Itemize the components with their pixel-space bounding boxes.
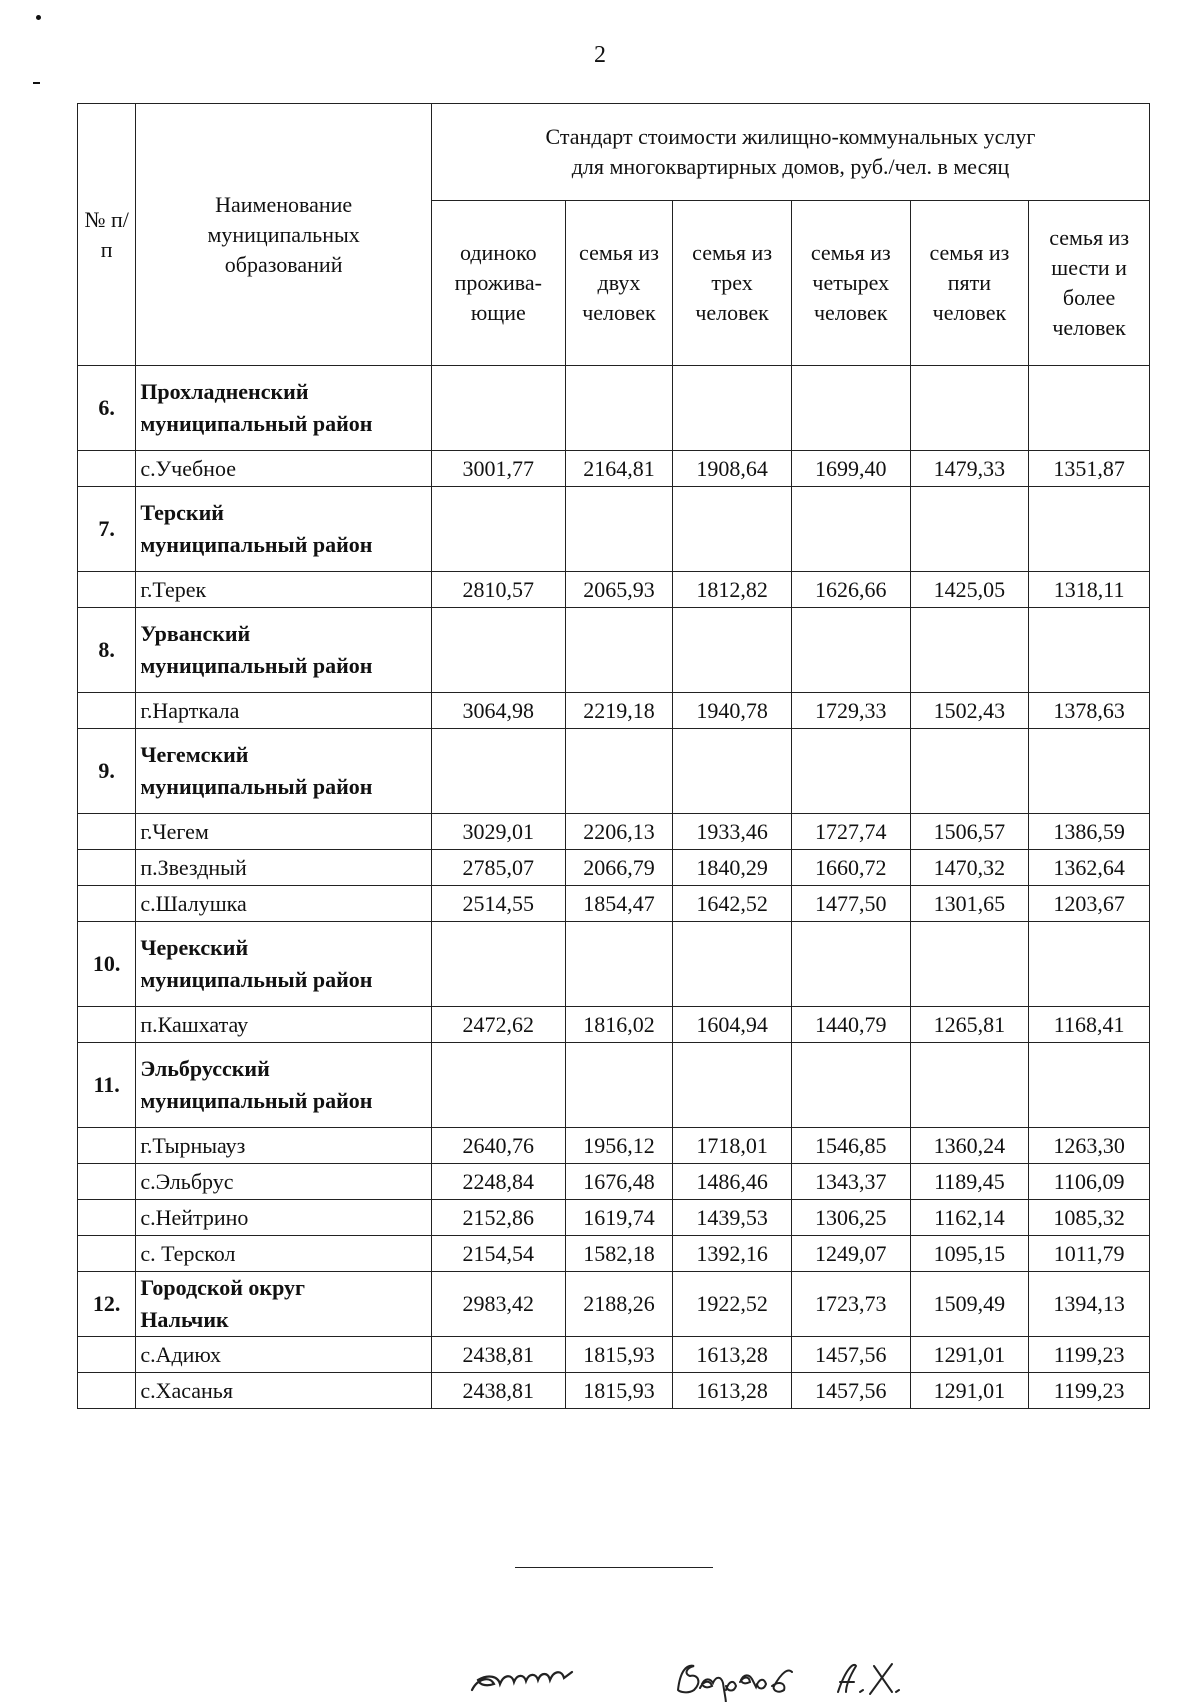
value-cell: 1812,82 [673, 572, 792, 608]
district-number: 11. [78, 1043, 136, 1128]
value-cell: 1642,52 [673, 886, 792, 922]
value-cell: 1604,94 [673, 1007, 792, 1043]
locality-row [78, 850, 1150, 886]
value-cell [791, 366, 910, 451]
value-cell: 1956,12 [565, 1128, 673, 1164]
value-cell: 2810,57 [431, 572, 565, 608]
value-cell: 2640,76 [431, 1128, 565, 1164]
value-cell: 1854,47 [565, 886, 673, 922]
district-name-line2: муниципальный район [140, 411, 373, 436]
value-cell: 1306,25 [791, 1200, 910, 1236]
value-cell: 1582,18 [565, 1236, 673, 1272]
district-name [136, 487, 432, 572]
district-number: 10. [78, 922, 136, 1007]
value-cell: 1840,29 [673, 850, 792, 886]
locality-number-empty [78, 572, 136, 608]
header-subcol-single: одиноко прожива- ющие [431, 201, 565, 366]
value-cell: 1546,85 [791, 1128, 910, 1164]
locality-number-empty [78, 1337, 136, 1373]
value-cell: 1343,37 [791, 1164, 910, 1200]
value-cell [910, 1043, 1029, 1128]
value-cell: 1470,32 [910, 850, 1029, 886]
scan-mark [36, 15, 41, 20]
value-cell: 1162,14 [910, 1200, 1029, 1236]
value-cell [1029, 729, 1150, 814]
value-cell [431, 487, 565, 572]
locality-row [78, 1236, 1150, 1272]
district-row [78, 922, 1150, 1007]
header-name: Наименование муниципальных образований [136, 104, 432, 366]
value-cell [431, 922, 565, 1007]
district-name [136, 922, 432, 1007]
value-cell: 1392,16 [673, 1236, 792, 1272]
header-subcol-two: семья из двух человек [565, 201, 673, 366]
district-number: 12. [78, 1272, 136, 1337]
value-cell [910, 729, 1029, 814]
value-cell: 2152,86 [431, 1200, 565, 1236]
value-cell: 1626,66 [791, 572, 910, 608]
district-name [136, 729, 432, 814]
district-name-line1: Эльбрусский [140, 1056, 270, 1081]
value-cell: 1291,01 [910, 1337, 1029, 1373]
value-cell: 1908,64 [673, 451, 792, 487]
value-cell [791, 1043, 910, 1128]
header-subcol-three: семья из трех человек [673, 201, 792, 366]
district-number: 8. [78, 608, 136, 693]
value-cell [910, 366, 1029, 451]
district-name-line2: муниципальный район [140, 1088, 373, 1113]
district-name [136, 366, 432, 451]
district-name-line1: Прохладненский [140, 379, 309, 404]
locality-row [78, 693, 1150, 729]
district-row [78, 1272, 1150, 1337]
value-cell: 1095,15 [910, 1236, 1029, 1272]
locality-name: с.Учебное [136, 451, 432, 487]
locality-number-empty [78, 693, 136, 729]
value-cell: 1378,63 [1029, 693, 1150, 729]
value-cell: 1318,11 [1029, 572, 1150, 608]
value-cell: 1386,59 [1029, 814, 1150, 850]
district-row [78, 729, 1150, 814]
header-num: № п/п [78, 104, 136, 366]
value-cell: 1933,46 [673, 814, 792, 850]
value-cell: 1613,28 [673, 1373, 792, 1409]
value-cell [565, 729, 673, 814]
locality-name: г.Тырныауз [136, 1128, 432, 1164]
value-cell: 2206,13 [565, 814, 673, 850]
locality-number-empty [78, 1007, 136, 1043]
value-cell [1029, 366, 1150, 451]
locality-number-empty [78, 1373, 136, 1409]
value-cell [673, 729, 792, 814]
value-cell: 1940,78 [673, 693, 792, 729]
header-group-title-line1: Стандарт стоимости жилищно-коммунальных услуг [545, 124, 1036, 149]
value-cell: 1729,33 [791, 693, 910, 729]
locality-number-empty [78, 1236, 136, 1272]
value-cell: 1291,01 [910, 1373, 1029, 1409]
header-group-title [431, 104, 1149, 201]
value-cell: 1106,09 [1029, 1164, 1150, 1200]
district-name-line1: Чегемский [140, 742, 249, 767]
value-cell: 1362,64 [1029, 850, 1150, 886]
value-cell: 1815,93 [565, 1337, 673, 1373]
value-cell: 1168,41 [1029, 1007, 1150, 1043]
value-cell: 1815,93 [565, 1373, 673, 1409]
locality-number-empty [78, 451, 136, 487]
district-name-line1: Черекский [140, 935, 249, 960]
value-cell: 1263,30 [1029, 1128, 1150, 1164]
value-cell: 1660,72 [791, 850, 910, 886]
locality-name: п.Кашхатау [136, 1007, 432, 1043]
page-number: 2 [594, 42, 606, 68]
value-cell: 1676,48 [565, 1164, 673, 1200]
value-cell: 2219,18 [565, 693, 673, 729]
value-cell: 1249,07 [791, 1236, 910, 1272]
locality-row [78, 1128, 1150, 1164]
locality-number-empty [78, 1164, 136, 1200]
value-cell [431, 366, 565, 451]
value-cell: 1457,56 [791, 1373, 910, 1409]
value-cell: 1440,79 [791, 1007, 910, 1043]
locality-name: п.Звездный [136, 850, 432, 886]
value-cell: 1613,28 [673, 1337, 792, 1373]
value-cell [565, 366, 673, 451]
table-end-rule [515, 1567, 713, 1568]
value-cell: 1479,33 [910, 451, 1029, 487]
value-cell: 1085,32 [1029, 1200, 1150, 1236]
locality-row [78, 1164, 1150, 1200]
district-number: 6. [78, 366, 136, 451]
locality-row [78, 1007, 1150, 1043]
district-row [78, 608, 1150, 693]
value-cell [791, 922, 910, 1007]
value-cell: 2248,84 [431, 1164, 565, 1200]
value-cell: 1360,24 [910, 1128, 1029, 1164]
value-cell [673, 1043, 792, 1128]
district-name-line1: Городской округ [140, 1275, 306, 1300]
value-cell: 2983,42 [431, 1272, 565, 1337]
locality-number-empty [78, 814, 136, 850]
value-cell: 1718,01 [673, 1128, 792, 1164]
locality-name: г.Терек [136, 572, 432, 608]
value-cell: 1203,67 [1029, 886, 1150, 922]
value-cell: 2438,81 [431, 1337, 565, 1373]
value-cell: 1477,50 [791, 886, 910, 922]
value-cell [1029, 608, 1150, 693]
locality-name: с. Терскол [136, 1236, 432, 1272]
cost-standard-table [77, 103, 1150, 1409]
value-cell: 1265,81 [910, 1007, 1029, 1043]
value-cell: 1723,73 [791, 1272, 910, 1337]
locality-row [78, 1200, 1150, 1236]
district-name-line2: муниципальный район [140, 967, 373, 992]
value-cell [565, 1043, 673, 1128]
value-cell: 2065,93 [565, 572, 673, 608]
value-cell: 2472,62 [431, 1007, 565, 1043]
value-cell [1029, 1043, 1150, 1128]
value-cell: 1699,40 [791, 451, 910, 487]
value-cell: 1199,23 [1029, 1337, 1150, 1373]
locality-row [78, 451, 1150, 487]
value-cell: 2514,55 [431, 886, 565, 922]
locality-row [78, 1337, 1150, 1373]
header-subcol-five: семья из пяти человек [910, 201, 1029, 366]
value-cell [431, 1043, 565, 1128]
locality-name: с.Шалушка [136, 886, 432, 922]
value-cell [431, 729, 565, 814]
district-name-line2: Нальчик [140, 1307, 229, 1332]
value-cell: 1486,46 [673, 1164, 792, 1200]
locality-number-empty [78, 1200, 136, 1236]
district-number: 9. [78, 729, 136, 814]
scan-mark [33, 82, 40, 84]
value-cell: 1509,49 [910, 1272, 1029, 1337]
district-number: 7. [78, 487, 136, 572]
value-cell: 1439,53 [673, 1200, 792, 1236]
handwritten-signature [460, 1652, 940, 1702]
district-row [78, 487, 1150, 572]
locality-name: с.Адиюх [136, 1337, 432, 1373]
locality-name: г.Нарткала [136, 693, 432, 729]
locality-name: с.Эльбрус [136, 1164, 432, 1200]
district-row [78, 366, 1150, 451]
district-name-line2: муниципальный район [140, 653, 373, 678]
value-cell: 3064,98 [431, 693, 565, 729]
locality-name: с.Хасанья [136, 1373, 432, 1409]
value-cell [791, 608, 910, 693]
value-cell [910, 608, 1029, 693]
value-cell: 1199,23 [1029, 1373, 1150, 1409]
value-cell: 1189,45 [910, 1164, 1029, 1200]
value-cell: 2066,79 [565, 850, 673, 886]
value-cell: 1011,79 [1029, 1236, 1150, 1272]
locality-number-empty [78, 850, 136, 886]
value-cell: 1922,52 [673, 1272, 792, 1337]
district-row [78, 1043, 1150, 1128]
value-cell: 3001,77 [431, 451, 565, 487]
value-cell [791, 487, 910, 572]
header-subcol-four: семья из четырех человек [791, 201, 910, 366]
value-cell: 2438,81 [431, 1373, 565, 1409]
header-subcol-six: семья из шести и более человек [1029, 201, 1150, 366]
district-name [136, 608, 432, 693]
value-cell: 2188,26 [565, 1272, 673, 1337]
value-cell [565, 922, 673, 1007]
value-cell: 1619,74 [565, 1200, 673, 1236]
district-name-line1: Урванский [140, 621, 251, 646]
value-cell: 3029,01 [431, 814, 565, 850]
value-cell [673, 922, 792, 1007]
locality-name: с.Нейтрино [136, 1200, 432, 1236]
locality-number-empty [78, 1128, 136, 1164]
value-cell: 2154,54 [431, 1236, 565, 1272]
value-cell [673, 487, 792, 572]
value-cell [565, 608, 673, 693]
locality-row [78, 814, 1150, 850]
value-cell: 2164,81 [565, 451, 673, 487]
value-cell: 1457,56 [791, 1337, 910, 1373]
locality-row [78, 1373, 1150, 1409]
district-name-line2: муниципальный район [140, 774, 373, 799]
value-cell [1029, 487, 1150, 572]
value-cell: 1506,57 [910, 814, 1029, 850]
value-cell: 1351,87 [1029, 451, 1150, 487]
locality-number-empty [78, 886, 136, 922]
locality-row [78, 572, 1150, 608]
value-cell [910, 487, 1029, 572]
locality-row [78, 886, 1150, 922]
value-cell: 1816,02 [565, 1007, 673, 1043]
district-name [136, 1272, 432, 1337]
value-cell: 2785,07 [431, 850, 565, 886]
value-cell: 1502,43 [910, 693, 1029, 729]
district-name [136, 1043, 432, 1128]
value-cell [431, 608, 565, 693]
value-cell [791, 729, 910, 814]
value-cell: 1425,05 [910, 572, 1029, 608]
value-cell [673, 366, 792, 451]
value-cell [910, 922, 1029, 1007]
district-name-line1: Терский [140, 500, 224, 525]
header-group-title-line2: для многоквартирных домов, руб./чел. в месяц [571, 154, 1010, 179]
value-cell [1029, 922, 1150, 1007]
value-cell [673, 608, 792, 693]
value-cell: 1727,74 [791, 814, 910, 850]
value-cell [565, 487, 673, 572]
district-name-line2: муниципальный район [140, 532, 373, 557]
value-cell: 1394,13 [1029, 1272, 1150, 1337]
value-cell: 1301,65 [910, 886, 1029, 922]
locality-name: г.Чегем [136, 814, 432, 850]
